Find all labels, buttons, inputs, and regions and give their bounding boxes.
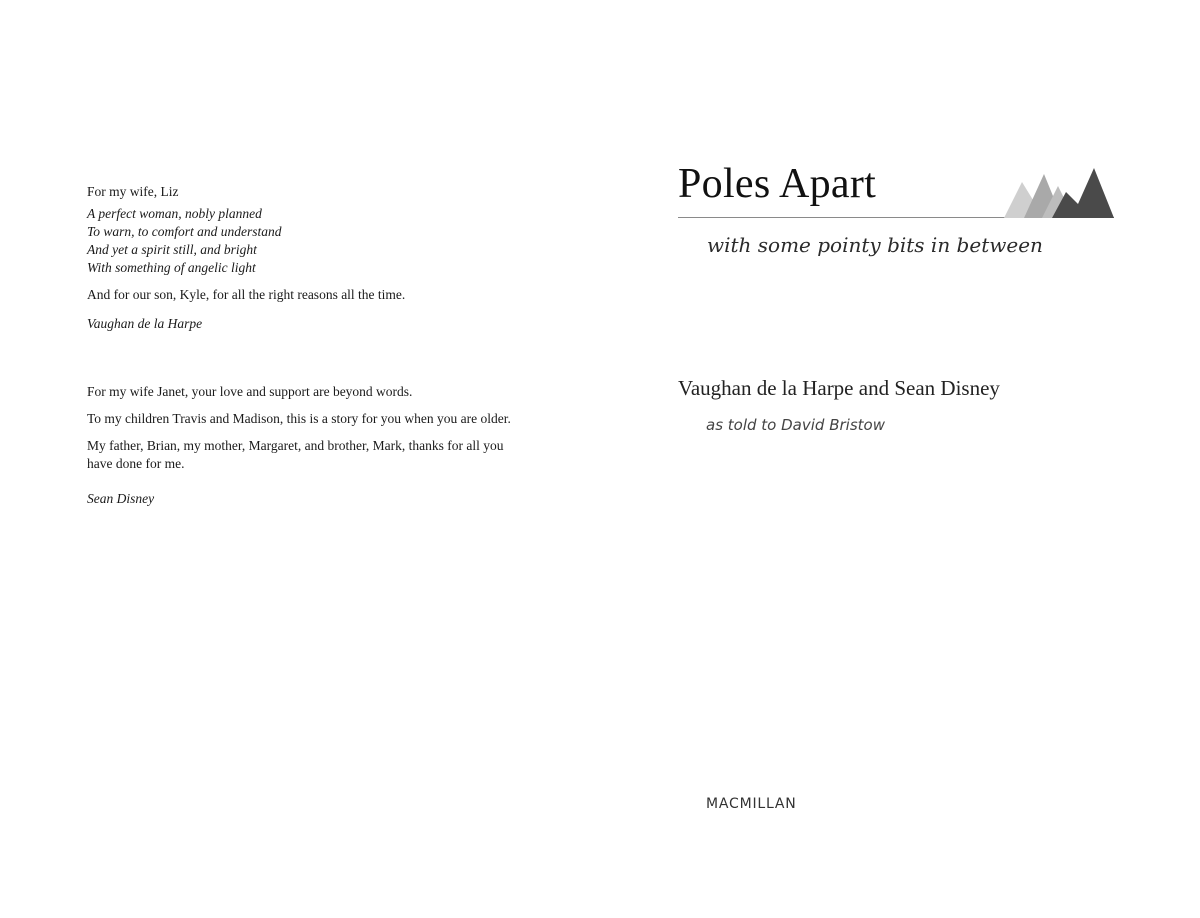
authors: Vaughan de la Harpe and Sean Disney xyxy=(678,376,1000,400)
poem-line: A perfect woman, nobly planned xyxy=(87,206,262,221)
dedication-son-line: And for our son, Kyle, for all the right reasons all the time. xyxy=(87,287,406,302)
book-title: Poles Apart xyxy=(678,161,877,207)
dedication-sean xyxy=(87,383,527,508)
mountains-icon xyxy=(1004,164,1114,218)
dedication-opening: For my wife, Liz xyxy=(87,184,179,199)
dedication-children-line: To my children Travis and Madison, this is a story for you when you are older. xyxy=(87,411,511,426)
signature-vaughan: Vaughan de la Harpe xyxy=(87,316,203,331)
title-row xyxy=(678,150,1114,218)
dedication-wife-line: For my wife Janet, your love and support are beyond words. xyxy=(87,384,413,399)
dedication-poem xyxy=(87,205,537,277)
poem-line: And yet a spirit still, and bright xyxy=(87,242,257,257)
dedication-vaughan xyxy=(87,183,537,333)
book-subtitle: with some pointy bits in between xyxy=(707,233,1043,257)
publisher-name: MACMILLAN xyxy=(706,796,797,812)
poem-line: To warn, to comfort and understand xyxy=(87,224,282,239)
dedication-family-line: My father, Brian, my mother, Margaret, and brother, Mark, thanks for all you have done for me. xyxy=(87,438,504,471)
signature-sean: Sean Disney xyxy=(87,491,155,506)
title-page xyxy=(678,150,1118,260)
poem-line: With something of angelic light xyxy=(87,260,256,275)
as-told-credit: as told to David Bristow xyxy=(706,416,885,434)
